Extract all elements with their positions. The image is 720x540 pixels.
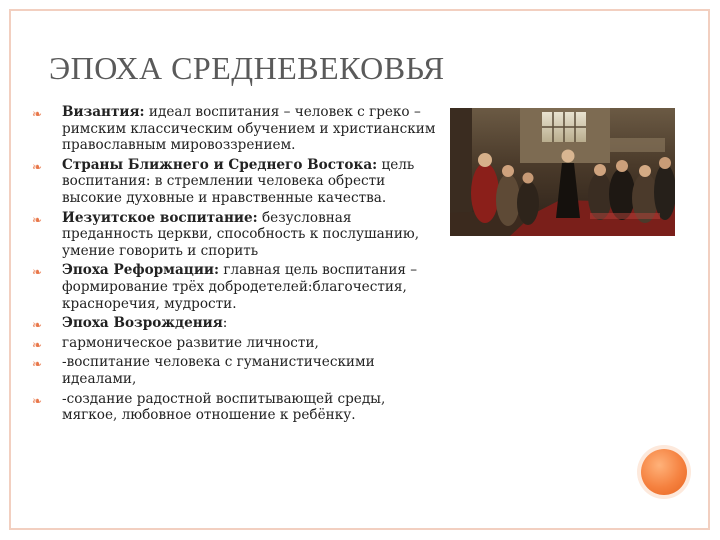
bullet-text: главная цель воспитания – формирование трёх добродетелей:благочестия, красноречия, мудрости.	[62, 262, 418, 312]
bullet-text: цель воспитания: в стремлении человека обрести высокие духовные и нравственные качества.	[62, 156, 415, 206]
bullet-item	[32, 210, 442, 260]
bullet-text: -воспитание человека с гуманистическими идеалами,	[62, 354, 375, 387]
fleur-ornament-icon: ❧	[32, 337, 43, 352]
orange-circle-ornament	[641, 449, 687, 495]
bullet-list	[32, 104, 442, 427]
bullet-text: -создание радостной воспитывающей среды, мягкое, любовное отношение к ребёнку.	[62, 390, 386, 424]
bullet-item	[32, 354, 442, 387]
fleur-ornament-icon: ❧	[32, 357, 43, 372]
fleur-ornament-icon: ❧	[32, 107, 43, 121]
bullet-item	[32, 104, 442, 154]
bullet-text: безусловная преданность церкви, способность к послушанию, умение говорить и спорить	[62, 209, 420, 259]
bullet-text: идеал воспитания – человек с греко – римским классическим обучением и христианским православным мировоззрением.	[62, 104, 436, 154]
fleur-ornament-icon: ❧	[32, 265, 43, 280]
fleur-ornament-icon: ❧	[32, 159, 43, 174]
bullet-item	[32, 315, 442, 332]
bullet-lead: Эпоха Реформации:	[62, 262, 220, 279]
fleur-ornament-icon: ❧	[32, 318, 43, 333]
bullet-item	[32, 262, 442, 312]
bullet-lead: Страны Ближнего и Среднего Востока:	[62, 156, 378, 173]
bullet-item	[32, 391, 442, 424]
historical-painting-image	[450, 108, 675, 236]
bullet-item	[32, 157, 442, 207]
fleur-ornament-icon: ❧	[32, 393, 43, 408]
bullet-lead: Эпоха Возрождения	[62, 315, 223, 332]
bullet-text: :	[222, 315, 228, 332]
fleur-ornament-icon: ❧	[32, 212, 43, 227]
bullet-lead: Византия:	[62, 104, 145, 120]
bullet-text: гармоническое развитие личности,	[62, 334, 319, 351]
slide-title: ЭПОХА СРЕДНЕВЕКОВЬЯ	[49, 50, 445, 86]
bullet-item	[32, 335, 442, 352]
bullet-lead: Иезуитское воспитание:	[62, 209, 258, 226]
